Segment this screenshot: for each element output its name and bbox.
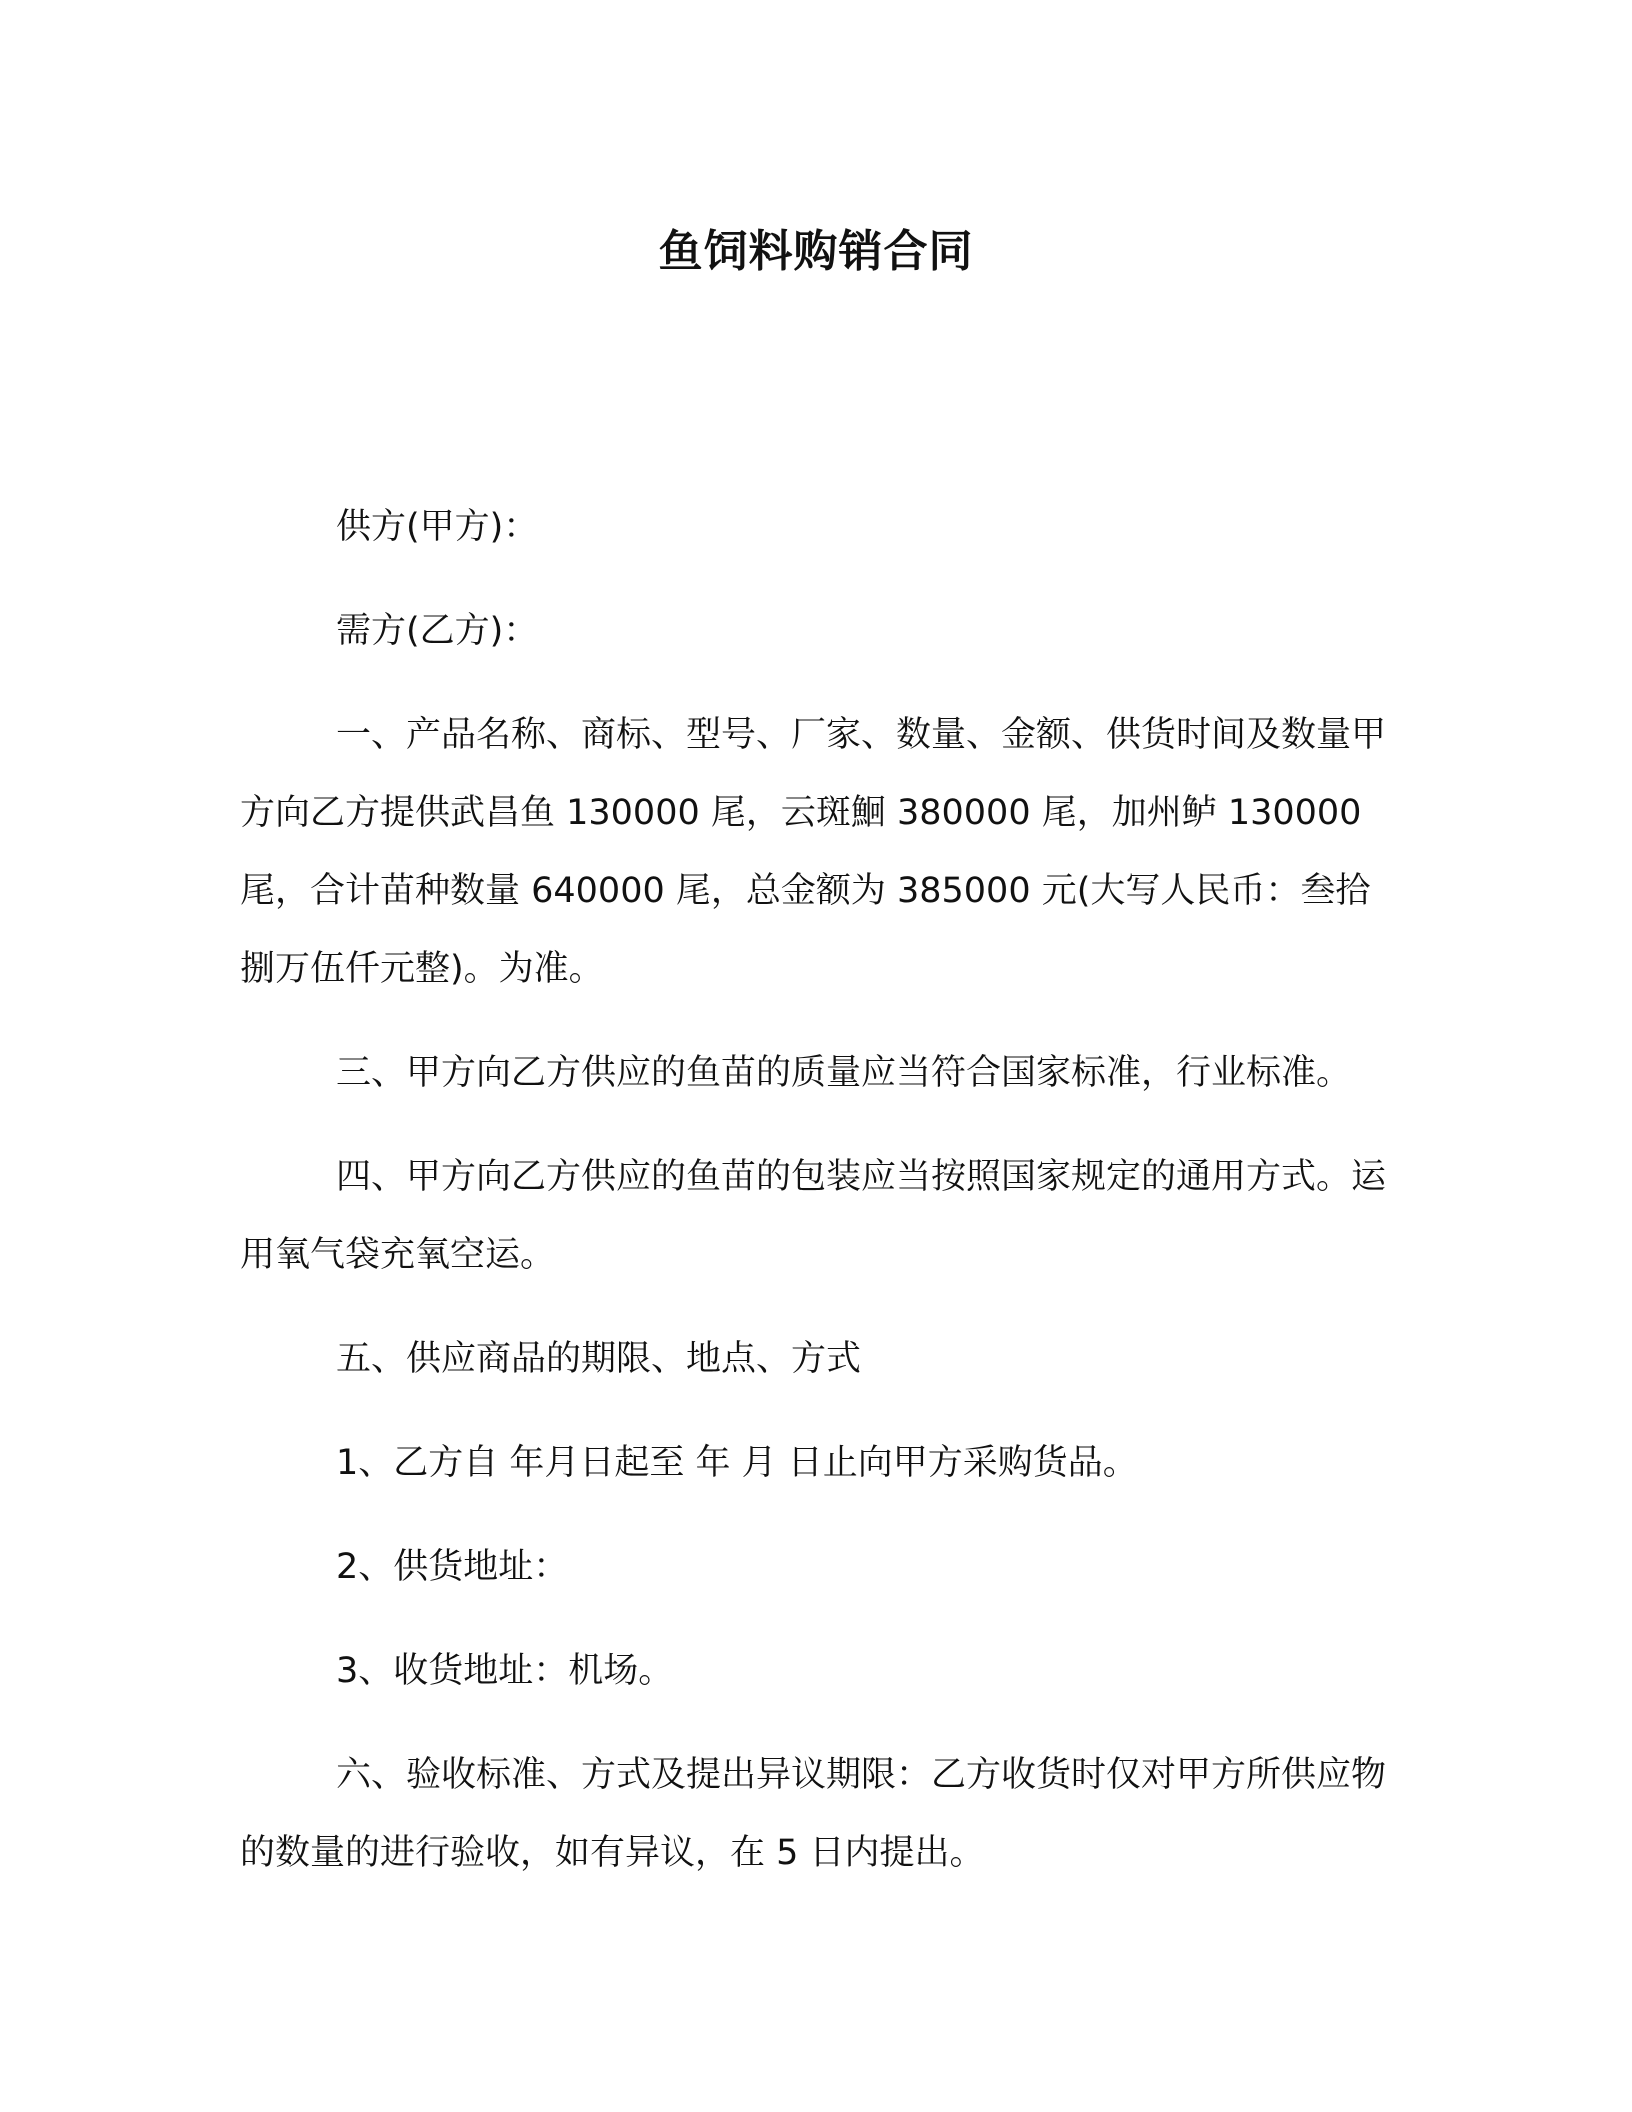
paragraph-buyer: 需方(乙方)： [336,611,539,651]
document-body [240,488,1400,1918]
paragraph-acceptance: 六、验收标准、方式及提出异议期限：乙方收货时仅对甲方所供应物的数量的进行验收，如有异议，在 5 日内提出。 [240,1755,1387,1873]
paragraph-supply-address: 2、供货地址： [336,1547,569,1587]
paragraph-supply-period: 1、乙方自 年月日起至 年 月 日止向甲方采购货品。 [336,1443,1138,1483]
paragraph-supply-terms: 五、供应商品的期限、地点、方式 [336,1339,862,1379]
document-title: 鱼饲料购销合同 [658,226,974,277]
paragraph-quality: 三、甲方向乙方供应的鱼苗的质量应当符合国家标准，行业标准。 [336,1053,1352,1093]
paragraph-supplier: 供方(甲方)： [336,507,539,547]
paragraph-product-info: 一、产品名称、商标、型号、厂家、数量、金额、供货时间及数量甲方向乙方提供武昌鱼 130000 尾，云斑鮰 380000 尾，加州鲈 130000 尾，合计苗种数量 640000 尾，总金额为 385000 元(大写人民币：叁拾捌万伍仟元整)。为准。 [240,715,1387,989]
paragraph-packaging: 四、甲方向乙方供应的鱼苗的包装应当按照国家规定的通用方式。运用氧气袋充氧空运。 [240,1157,1387,1275]
paragraph-receiving-address: 3、收货地址：机场。 [336,1651,674,1691]
